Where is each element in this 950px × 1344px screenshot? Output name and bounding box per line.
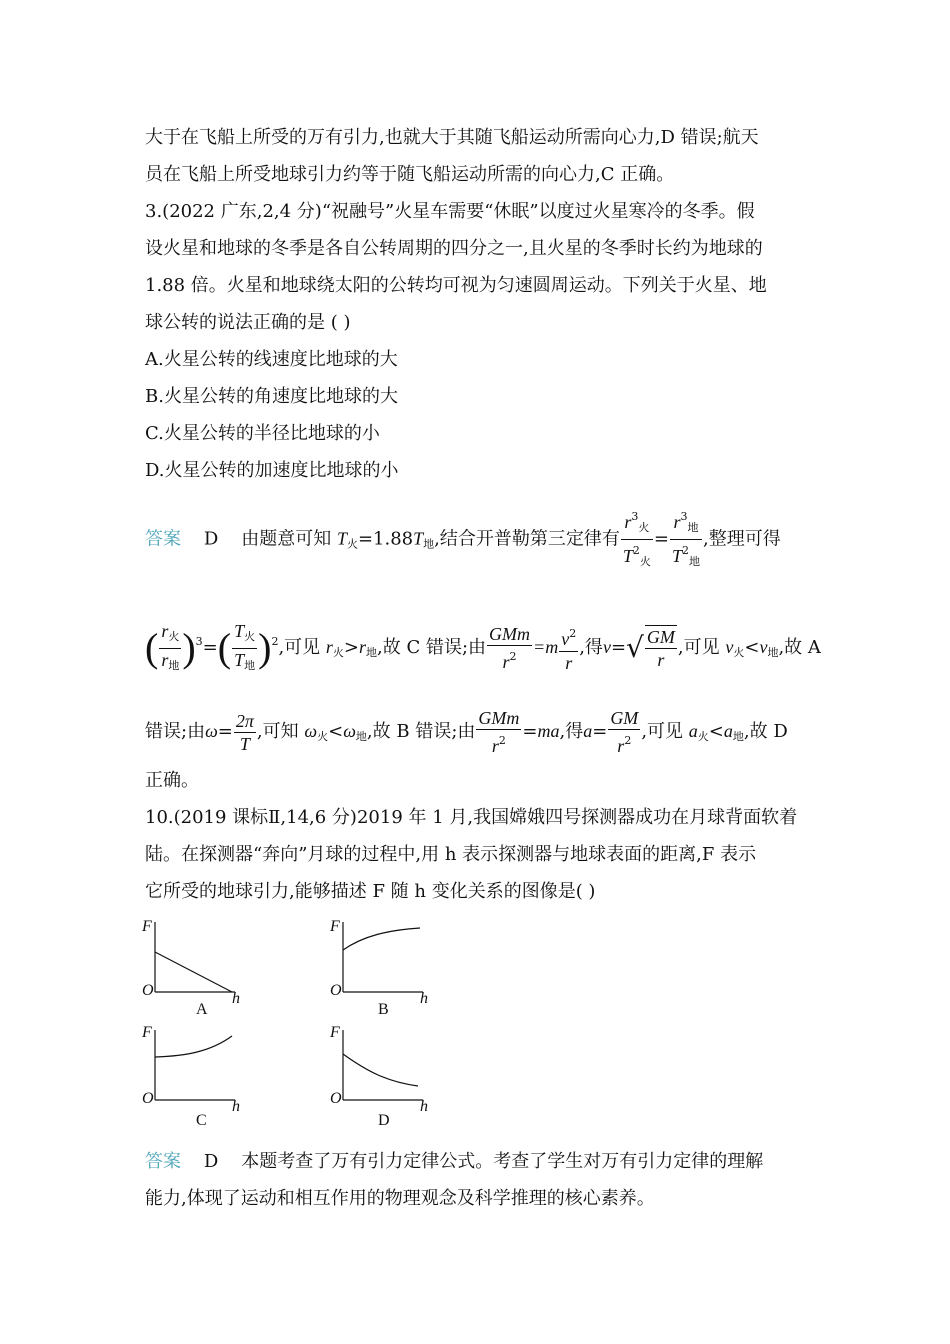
graph-c: F O h C xyxy=(142,1024,240,1129)
question-3-line: 球公转的说法正确的是 ( ) xyxy=(145,312,351,333)
question-10-line: 它所受的地球引力,能够描述 F 随 h 变化关系的图像是( ) xyxy=(145,881,596,902)
graph-d-label: D xyxy=(378,1112,390,1129)
answer-3-end: 正确。 xyxy=(145,770,199,791)
fraction: $\frac{r^3_地}{T^2_地}$ xyxy=(670,506,702,573)
graph-a-label: A xyxy=(196,1001,208,1018)
graph-a: F O h A xyxy=(142,918,240,1018)
question-10-line: 10.(2019 课标Ⅱ,14,6 分)2019 年 1 月,我国嫦娥四号探测器成功在月球背面软着 xyxy=(145,807,798,828)
answer-10-line-1: 答案 D 本题考查了万有引力定律公式。考查了学生对万有引力定律的理解 xyxy=(145,1151,764,1172)
answer-3-line-1: 答案 D 由题意可知 $T_火=1.88T_地$,结合开普勒第三定律有 $\frac{r^3_火}{T^2_火}$ = $\frac{r^3_地}{T^2_地}$ ,整理可得 xyxy=(145,506,781,573)
answer-10-line-2: 能力,体现了运动和相互作用的物理观念及科学推理的核心素养。 xyxy=(145,1188,655,1209)
graph-b: F O h B xyxy=(330,918,428,1018)
fraction: $\frac{r^3_火}{T^2_火}$ xyxy=(621,506,653,573)
question-3-line: 1.88 倍。火星和地球绕太阳的公转均可视为匀速圆周运动。下列关于火星、地 xyxy=(145,275,767,296)
option-a: A.火星公转的线速度比地球的大 xyxy=(145,349,398,370)
option-b: B.火星公转的角速度比地球的大 xyxy=(145,386,398,407)
answer-3-line-3: 错误;由ω= $\frac{2\pi}{T}$ ,可知 $\omega_火<\omega_地$,故 B 错误;由 $\frac{\text{GMm}}{r^2}$ =ma,得a= $\frac{GM}{r^2}$ ,可见 $a_火<a_地$,故 D xyxy=(145,707,788,756)
answer-3-line-2: ( $\frac{r_火}{r_地}$ )$^3$=( $\frac{T_火}{T_地}$ )$^2$,可见 $r_火>r_地$,故 C 错误;由 $\frac{\text{GMm}}{r^2}$ =m $\frac{v^2}{r}$ ,得v=√ $\frac{GM}{r}$ ,可见 $v_火<v_地$,故 A xyxy=(145,620,821,673)
text-line: 员在飞船上所受地球引力约等于随飞船运动所需的向心力,C 正确。 xyxy=(145,164,675,185)
answer-label: 答案 xyxy=(145,528,181,550)
graph-c-label: C xyxy=(196,1112,207,1129)
option-c: C.火星公转的半径比地球的小 xyxy=(145,423,380,444)
option-d: D.火星公转的加速度比地球的小 xyxy=(145,460,399,481)
answer-label: 答案 xyxy=(145,1151,181,1172)
graph-d: F O h D xyxy=(330,1024,428,1129)
text-line: 大于在飞船上所受的万有引力,也就大于其随飞船运动所需向心力,D 错误;航天 xyxy=(145,127,759,148)
question-10-line: 陆。在探测器“奔向”月球的过程中,用 h 表示探测器与地球表面的距离,F 表示 xyxy=(145,844,757,865)
question-3-line: 设火星和地球的冬季是各自公转周期的四分之一,且火星的冬季时长约为地球的 xyxy=(145,238,763,259)
question-3-line: 3.(2022 广东,2,4 分)“祝融号”火星车需要“休眠”以度过火星寒冷的冬季。假 xyxy=(145,201,755,222)
graph-b-label: B xyxy=(378,1001,389,1018)
